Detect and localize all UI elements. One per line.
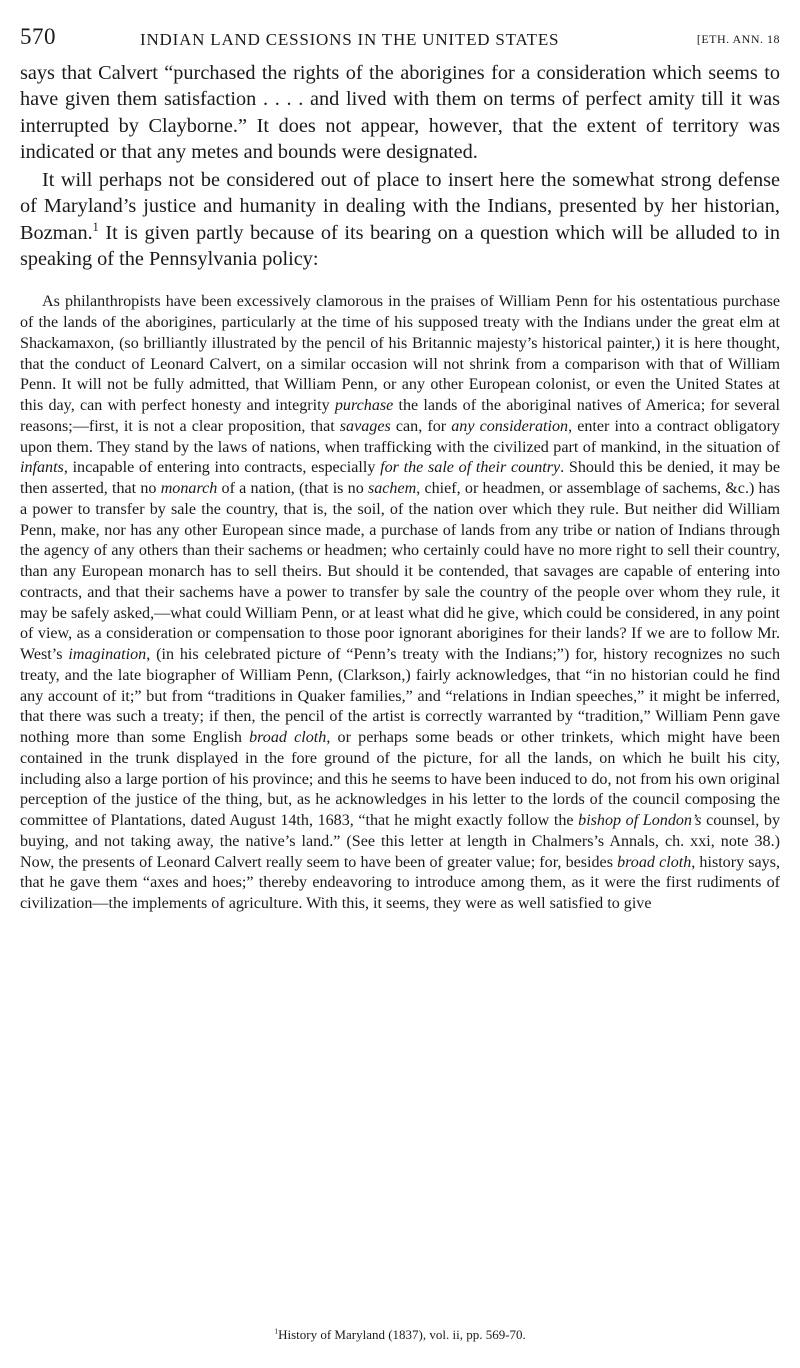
body-paragraph-1: says that Calvert “purchased the rights of the aborigines for a consideration which seems to have given them satisfaction . . . . and lived with them on terms of perfect amity till it was interrupted by Clayborne.” It does not appear, however, that the extent of territory was indicated or that any metes and bounds were designated. (20, 62, 780, 163)
running-head-title: INDIAN LAND CESSIONS IN THE UNITED STATES (140, 30, 560, 49)
quote-text: As philanthropists have been excessively clamorous in the praises of William Penn for his ostentatious purchase of the lands of the aborigines, particularly at the time of his supposed treaty with the Indians under the great elm at Shackamaxon, (so brilliantly illustrated by the pencil of his Britannic majesty’s historical painter,) it is here thought, that the conduct of Leonard Calvert, on a similar occasion will not shrink from a comparison with that of William Penn. It will not be fully admitted, that William Penn, or any other European colonist, or even the United States at this day, can with perfect honesty and integrity (20, 293, 780, 415)
quote-text: , enter into a contract obligatory upon them. They stand by the laws of nations, when trafficking with the civilized part of mankind, in the situation of (20, 417, 780, 456)
quote-text: , history says, that he gave them “axes and hoes;” thereby endeavoring to introduce among them, as it were the first rudiments of civilization—the implements of agriculture. With this, it seems, they were as well satisfied to give (20, 853, 780, 913)
quote-italic: broad cloth (249, 729, 327, 747)
footnote-text: History of Maryland (1837), vol. ii, pp. 569-70. (278, 1327, 526, 1342)
quote-italic: imagination (68, 646, 147, 664)
block-quotation (20, 292, 780, 915)
paragraph-2-ending: It is given partly because of its bearing on a question which will be alluded to in speaking of the Pennsylvania policy: (20, 221, 780, 271)
quote-text: counsel, by buying, and not taking away, the native’s land.” (See this letter at length in Chalmers’s Annals, ch. xxi, note 38.) Now, the presents of Leonard Calvert really seem to have been of greater value; for, besides (20, 812, 780, 871)
page-number: 570 (20, 24, 56, 49)
quote-text: , or perhaps some beads or other trinkets, which might have been contained in the trunk displayed in the fore ground of the picture, for all the lands, on which he built his city, including also a large portion of his province; and this he seems to have been induced to do, not from his own original perception of the justice of the thing, but, as he acknowledges in his letter to the lords of the council composing the committee of Plantations, dated August 14th, 1683, “that he might exactly follow the (20, 729, 780, 830)
quote-italic: infants (20, 459, 64, 477)
quote-italic: bishop of London’s (578, 812, 702, 830)
footnote-marker: 1 (274, 1326, 279, 1336)
page-header (20, 20, 780, 60)
quote-italic: broad cloth (617, 853, 692, 871)
footnote-reference: 1 (92, 220, 99, 235)
quote-italic: any consideration (451, 417, 569, 435)
body-paragraph-2 (20, 167, 780, 272)
quote-text: of a nation, (that is no (217, 480, 368, 498)
quote-text: , (in his celebrated picture of “Penn’s treaty with the Indians;”) for, history recognizes no such treaty, and the late biographer of William Penn, (Clarkson,) fairly acknowledges, that “in no historian could he find any account of it;” but from “traditions in Quaker families,” and “relations in Indian speeches,” it might be inferred, that there was such a treaty; if then, the pencil of the artist is correctly warranted by “tradition,” William Penn gave nothing more than some English (20, 646, 780, 747)
quote-text: , chief, or headmen, or assemblage of sachems, &c.) has a power to transfer by sale the country, that is, the soil, of the nation over which they rule. But neither did William Penn, make, nor has any other European since made, a purchase of lands from any tribe or nation of Indians through the agency of any others than their sachems or headmen; who certainly could have no more right to sell their country, than any European monarch has to sell theirs. But should it be contended, that savages are capable of entering into contracts, and that their sachems have a power to transfer by sale the country of the people over whom they rule, it may be safely asked,—what could William Penn, or at least what did he give, which could be considered, in any point of view, as a consideration or compensation to those poor ignorant aborigines for their lands? If we are to follow Mr. West’s (20, 480, 780, 664)
quote-text: can, for (390, 417, 452, 435)
document-page (20, 20, 780, 915)
quote-text: the lands of the aboriginal natives of America; for several reasons;—first, it is not a clear proposition, that (20, 397, 780, 435)
report-reference: [ETH. ANN. 18 (696, 32, 780, 46)
quote-text: . Should this be denied, it may be then asserted, that no (20, 459, 780, 498)
paragraph-2-text: It will perhaps not be considered out of place to insert here the somewhat strong defense of Maryland’s justice and humanity in dealing with the Indians, presented by her historian, Bozman. (20, 169, 780, 244)
quote-text: , incapable of entering into contracts, especially (63, 459, 381, 477)
quote-italic: monarch (160, 480, 218, 498)
quote-italic: for the sale of their country (380, 459, 561, 477)
quote-italic: savages (339, 417, 391, 435)
quote-italic: sachem (367, 480, 417, 498)
footnote (0, 1327, 800, 1343)
quote-italic: purchase (334, 397, 394, 415)
